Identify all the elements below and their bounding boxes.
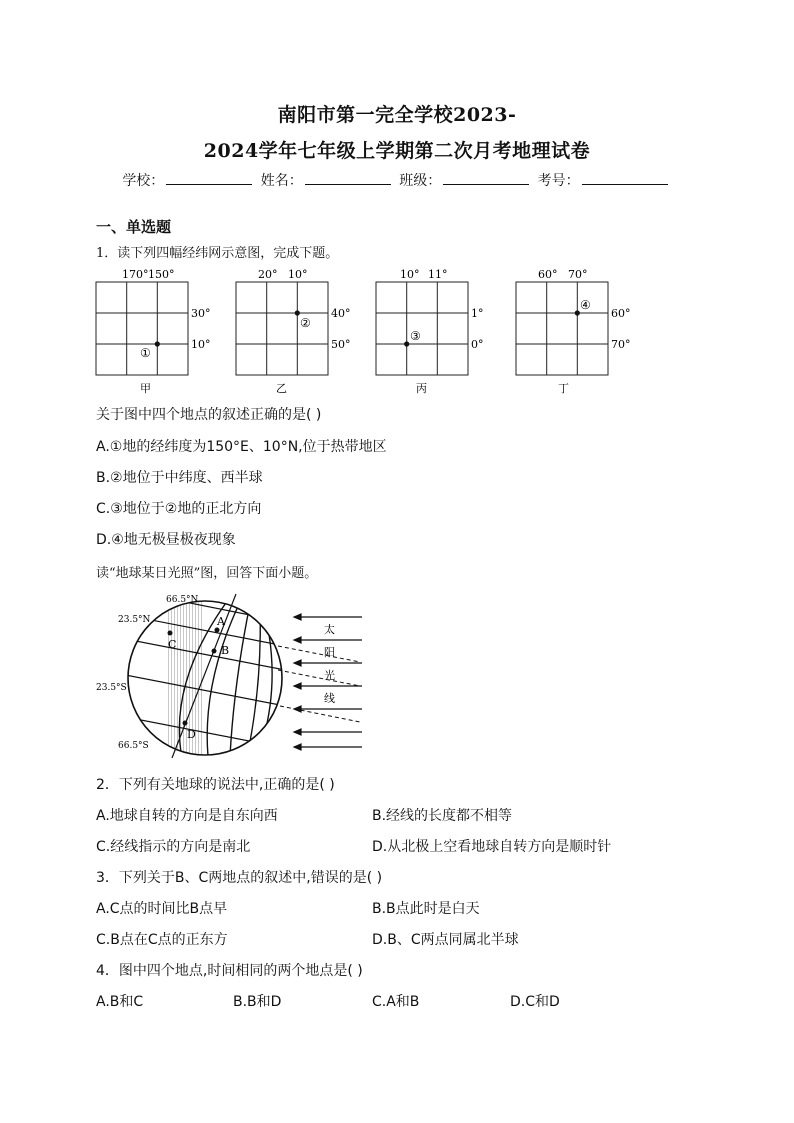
q3-option-d[interactable]: D.B、C两点同属北半球 (372, 932, 519, 948)
q4-question: 4．图中四个地点,时间相同的两个地点是( ) (96, 963, 363, 979)
q1-stem: 1．读下列四幅经纬网示意图，完成下题。 (96, 246, 339, 261)
point-b-label: B (221, 644, 230, 657)
lat-long-grids-figure (90, 262, 650, 397)
grid-yi-right-label-1: 40° (331, 307, 351, 320)
grid-yi-top-label-1: 20° (258, 268, 278, 281)
q4-option-d[interactable]: D.C和D (510, 994, 560, 1010)
q3-question: 3．下列关于B、C两地点的叙述中,错误的是( ) (96, 870, 383, 886)
q1-option-c[interactable]: C.③地位于②地的正北方向 (96, 501, 262, 517)
class-label: 班级： (399, 173, 442, 189)
q2-option-a[interactable]: A.地球自转的方向是自东向西 (96, 808, 278, 824)
grid-bing-right-label-2: 0° (471, 338, 484, 351)
q1-question: 关于图中四个地点的叙述正确的是( ) (96, 407, 322, 423)
exam-number-blank[interactable] (582, 172, 668, 185)
section-title: 一、单选题 (96, 218, 172, 236)
title-line-2: 2024学年七年级上学期第二次月考地理试卷 (203, 140, 591, 162)
q1-option-b[interactable]: B.②地位于中纬度、西半球 (96, 470, 263, 486)
q2-option-c[interactable]: C.经线指示的方向是南北 (96, 839, 251, 855)
sunlight-char-1: 太 (324, 623, 335, 636)
q3-option-c[interactable]: C.B点在C点的正东方 (96, 932, 228, 948)
grid-jia-right-label-1: 30° (191, 307, 211, 320)
grid-yi-top-label-2: 10° (288, 268, 308, 281)
grid-ding-caption: 丁 (558, 382, 569, 395)
name-label: 姓名： (260, 173, 303, 189)
class-blank[interactable] (443, 172, 529, 185)
q4-option-b[interactable]: B.B和D (233, 994, 282, 1010)
grid-yi-marker: ② (300, 316, 311, 330)
grid-bing-right-label-1: 1° (471, 307, 484, 320)
sunlight-char-4: 线 (324, 692, 335, 705)
grid-ding-top-label-1: 60° (538, 268, 558, 281)
point-c-label: C (168, 638, 177, 651)
exam-number-label: 考号： (537, 173, 580, 189)
name-blank[interactable] (305, 172, 391, 185)
grid-jia-caption: 甲 (140, 382, 151, 395)
grid-ding-right-label-1: 60° (611, 307, 631, 320)
grid-bing-marker: ③ (410, 329, 421, 343)
lat-label-23s: 23.5°S (96, 683, 127, 693)
grid-ding (516, 268, 631, 395)
q2-question: 2．下列有关地球的说法中,正确的是( ) (96, 777, 335, 793)
q4-option-c[interactable]: C.A和B (372, 994, 420, 1010)
q1-option-d[interactable]: D.④地无极昼极夜现象 (96, 532, 236, 548)
grid-ding-top-label-2: 70° (568, 268, 588, 281)
grid-ding-marker: ④ (580, 298, 591, 312)
sunlight-char-3: 光 (324, 669, 335, 682)
grid-yi-right-label-2: 50° (331, 338, 351, 351)
q3-option-a[interactable]: A.C点的时间比B点早 (96, 901, 228, 917)
q2-option-d[interactable]: D.从北极上空看地球自转方向是顺时针 (372, 839, 612, 855)
sunlight-char-2: 阳 (324, 646, 335, 659)
grid-jia-right-label-2: 10° (191, 338, 211, 351)
grid-bing-top-label-2: 11° (428, 268, 448, 281)
grid-bing-top-label-1: 10° (400, 268, 420, 281)
sunlight-arrows (290, 605, 370, 755)
point-a-label: A (217, 615, 225, 628)
title-line-1: 南阳市第一完全学校2023- (277, 104, 517, 126)
lat-label-23n: 23.5°N (118, 615, 151, 625)
student-info-row (0, 170, 794, 190)
lat-label-66n: 66.5°N (166, 595, 199, 605)
school-label: 学校： (122, 173, 165, 189)
grid-yi-caption: 乙 (276, 382, 287, 395)
q3-option-b[interactable]: B.B点此时是白天 (372, 901, 480, 917)
figure2-intro: 读“地球某日光照”图，回答下面小题。 (96, 566, 318, 581)
q1-option-a[interactable]: A.①地的经纬度为150°E、10°N,位于热带地区 (96, 439, 387, 455)
grid-ding-right-label-2: 70° (611, 338, 631, 351)
grid-bing (376, 268, 484, 395)
grid-yi (236, 268, 351, 395)
grid-jia-marker: ① (140, 346, 151, 360)
grid-bing-caption: 丙 (416, 382, 427, 395)
grid-jia-top-label-2: 150° (148, 268, 175, 281)
grid-jia-top-label-1: 170° (122, 268, 149, 281)
q2-option-b[interactable]: B.经线的长度都不相等 (372, 808, 513, 824)
lat-label-66s: 66.5°S (118, 741, 149, 751)
grid-jia (96, 268, 211, 395)
school-blank[interactable] (166, 172, 252, 185)
point-d-label: D (187, 728, 196, 741)
q4-option-a[interactable]: A.B和C (96, 994, 144, 1010)
